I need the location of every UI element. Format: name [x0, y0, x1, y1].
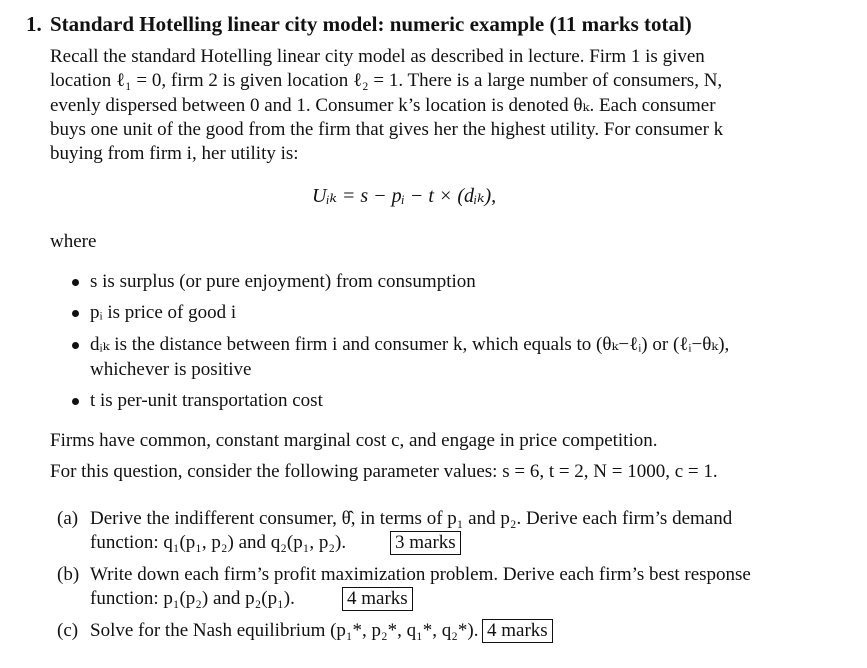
part-b-label: (b) — [57, 564, 80, 585]
bullet-surplus: s is surplus (or pure enjoyment) from consumption — [90, 271, 476, 292]
intro-line-2: location ℓ₁ = 0, firm 2 is given location ℓ₂ = 1. There is a large number of consumers, N, — [50, 70, 723, 91]
part-c-line-1: Solve for the Nash equilibrium (p₁*, p₂*, q₁*, q₂*). — [90, 620, 479, 641]
part-a-label: (a) — [57, 508, 79, 529]
part-b-line-2: function: p₁(p₂) and p₂(p₁). — [90, 588, 295, 609]
intro-line-1: Recall the standard Hotelling linear city model as described in lecture. Firm 1 is given — [50, 46, 705, 67]
part-c-marks-box: 4 marks — [482, 619, 553, 643]
part-a-line-1: Derive the indifferent consumer, θ̂, in terms of p₁ and p₂. Derive each firm’s demand — [90, 508, 733, 529]
bullet-distance: dᵢₖ is the distance between firm i and consumer k, which equals to (θₖ−ℓᵢ) or (ℓᵢ−θₖ), — [90, 334, 730, 355]
bullet-price: pᵢ is price of good i — [90, 302, 237, 323]
part-a-marks-box: 3 marks — [390, 531, 461, 555]
part-a-line-2: function: q₁(p₁, p₂) and q₂(p₁, p₂). — [90, 532, 347, 553]
utility-equation: Uᵢₖ = s − pᵢ − t × (dᵢₖ), — [312, 185, 497, 207]
bullet-dot — [72, 342, 79, 349]
question-title: Standard Hotelling linear city model: numeric example (11 marks total) — [50, 12, 692, 36]
question-number: 1. — [26, 12, 42, 36]
intro-line-4: buys one unit of the good from the firm that gives her the highest utility. For consumer k — [50, 119, 724, 140]
where-label: where — [50, 231, 97, 252]
bullet-dot — [72, 310, 79, 317]
intro-line-5: buying from firm i, her utility is: — [50, 143, 299, 164]
bullet-transport: t is per-unit transportation cost — [90, 390, 323, 411]
intro-line-3: evenly dispersed between 0 and 1. Consumer k’s location is denoted θₖ. Each consumer — [50, 95, 716, 116]
part-c-label: (c) — [57, 620, 79, 641]
bullet-dot — [72, 398, 79, 405]
part-b-marks-box: 4 marks — [342, 587, 413, 611]
firms-line: Firms have common, constant marginal cost c, and engage in price competition. — [50, 430, 658, 451]
part-b-line-1: Write down each firm’s profit maximization problem. Derive each firm’s best response — [90, 564, 751, 585]
bullet-distance-cont: whichever is positive — [90, 359, 252, 380]
bullet-dot — [72, 279, 79, 286]
params-line: For this question, consider the following parameter values: s = 6, t = 2, N = 1000, c = 1. — [50, 461, 718, 482]
